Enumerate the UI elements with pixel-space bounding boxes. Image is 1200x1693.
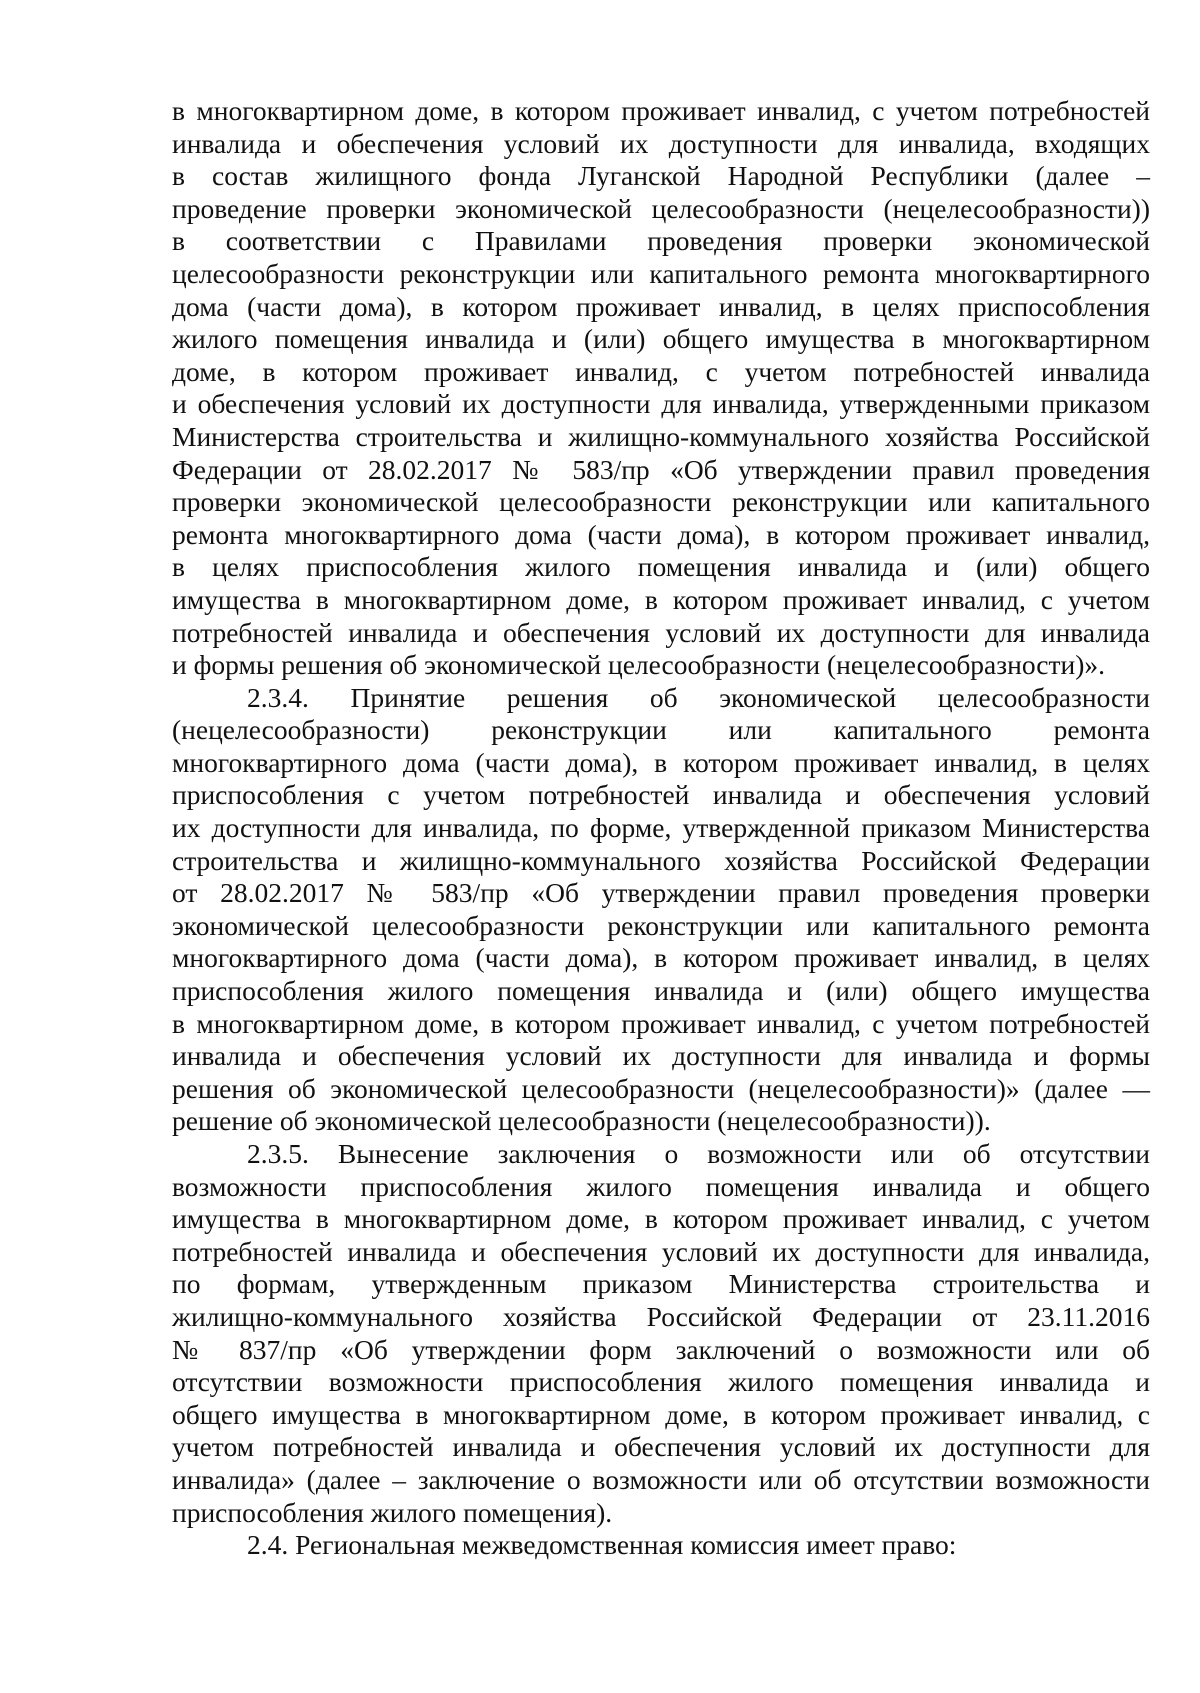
text-line: имущества в многоквартирном доме, в котором проживает инвалид, с учетом <box>172 1203 1150 1235</box>
text-line: доме, в котором проживает инвалид, с учетом потребностей инвалида <box>172 355 1150 387</box>
text-line: (нецелесообразности) реконструкции или капитального ремонта <box>172 714 1150 746</box>
text-line: № 837/пр «Об утверждении форм заключений о возможности или об <box>172 1333 1150 1365</box>
text-line: многоквартирного дома (части дома), в котором проживает инвалид, в целях <box>172 746 1150 778</box>
text-line: имущества в многоквартирном доме, в котором проживает инвалид, с учетом <box>172 583 1150 615</box>
text-line: проверки экономической целесообразности реконструкции или капитального <box>172 486 1150 518</box>
text-line: потребностей инвалида и обеспечения условий их доступности для инвалида, <box>172 1235 1150 1267</box>
text-line: от 28.02.2017 № 583/пр «Об утверждении правил проведения проверки <box>172 877 1150 909</box>
text-line: в соответствии с Правилами проведения проверки экономической <box>172 225 1150 257</box>
text-line: в целях приспособления жилого помещения инвалида и (или) общего <box>172 551 1150 583</box>
text-line: по формам, утвержденным приказом Министерства строительства и <box>172 1268 1150 1300</box>
text-line: и формы решения об экономической целесообразности (нецелесообразности)». <box>172 649 1105 681</box>
text-line: приспособления жилого помещения). <box>172 1496 613 1528</box>
text-line: целесообразности реконструкции или капитального ремонта многоквартирного <box>172 257 1150 289</box>
text-line: дома (части дома), в котором проживает инвалид, в целях приспособления <box>172 290 1150 322</box>
text-line: общего имущества в многоквартирном доме, в котором проживает инвалид, с <box>172 1398 1150 1430</box>
text-line: отсутствии возможности приспособления жилого помещения инвалида и <box>172 1366 1150 1398</box>
text-line: Федерации от 28.02.2017 № 583/пр «Об утверждении правил проведения <box>172 453 1150 485</box>
text-line: проведение проверки экономической целесообразности (нецелесообразности)) <box>172 192 1150 224</box>
text-line: ремонта многоквартирного дома (части дома), в котором проживает инвалид, <box>172 518 1150 550</box>
text-line: 2.3.4. Принятие решения об экономической целесообразности <box>247 681 1150 713</box>
text-line: в многоквартирном доме, в котором проживает инвалид, с учетом потребностей <box>172 95 1150 126</box>
text-line: учетом потребностей инвалида и обеспечения условий их доступности для <box>172 1431 1150 1463</box>
text-line: приспособления с учетом потребностей инвалида и обеспечения условий <box>172 779 1150 811</box>
text-line: строительства и жилищно-коммунального хозяйства Российской Федерации <box>172 844 1150 876</box>
text-line: возможности приспособления жилого помещения инвалида и общего <box>172 1170 1150 1202</box>
text-line: в состав жилищного фонда Луганской Народной Республики (далее – <box>172 160 1150 192</box>
text-line: инвалида и обеспечения условий их доступности для инвалида, входящих <box>172 127 1150 159</box>
text-line: и обеспечения условий их доступности для инвалида, утвержденными приказом <box>172 388 1150 420</box>
text-line: 2.4. Региональная межведомственная комиссия имеет право: <box>247 1529 957 1561</box>
text-line: 2.3.5. Вынесение заключения о возможности или об отсутствии <box>247 1138 1150 1169</box>
text-line: жилищно-коммунального хозяйства Российской Федерации от 23.11.2016 <box>172 1300 1150 1332</box>
text-line: решение об экономической целесообразности (нецелесообразности)). <box>172 1105 991 1137</box>
text-line: многоквартирного дома (части дома), в котором проживает инвалид, в целях <box>172 942 1150 974</box>
document-body <box>172 95 1150 1562</box>
text-line: в многоквартирном доме, в котором проживает инвалид, с учетом потребностей <box>172 1007 1150 1039</box>
text-line: экономической целесообразности реконструкции или капитального ремонта <box>172 909 1150 941</box>
text-line: жилого помещения инвалида и (или) общего имущества в многоквартирном <box>172 323 1150 355</box>
text-line: решения об экономической целесообразности (нецелесообразности)» (далее — <box>172 1072 1150 1104</box>
text-line: приспособления жилого помещения инвалида и (или) общего имущества <box>172 975 1150 1007</box>
text-line: инвалида» (далее – заключение о возможности или об отсутствии возможности <box>172 1463 1150 1495</box>
text-line: их доступности для инвалида, по форме, утвержденной приказом Министерства <box>172 812 1150 844</box>
text-line: инвалида и обеспечения условий их доступности для инвалида и формы <box>172 1040 1150 1072</box>
text-line: потребностей инвалида и обеспечения условий их доступности для инвалида <box>172 616 1150 648</box>
text-line: Министерства строительства и жилищно-коммунального хозяйства Российской <box>172 420 1150 452</box>
